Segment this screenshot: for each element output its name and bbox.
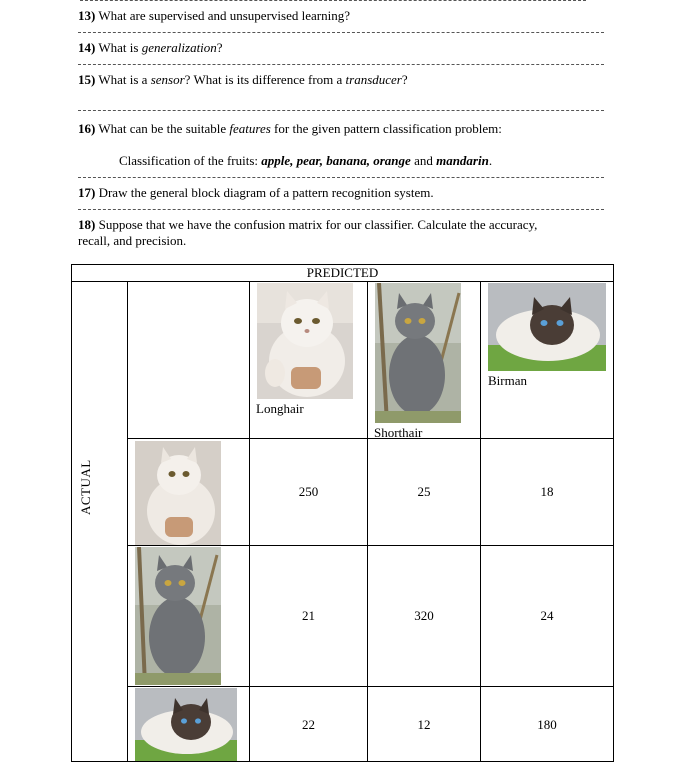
predicted-header: PREDICTED (306, 265, 379, 280)
table-line (127, 545, 613, 546)
matrix-cell: 12 (417, 717, 431, 732)
table-line (480, 281, 481, 761)
confusion-matrix-table (71, 264, 614, 762)
table-line (249, 281, 250, 761)
matrix-cell: 180 (537, 717, 557, 732)
question-17: 17) Draw the general block diagram of a pattern recognition system. (78, 185, 434, 200)
longhair-cat-image (257, 283, 353, 399)
matrix-cell: 250 (298, 484, 319, 499)
matrix-cell: 24 (540, 608, 554, 623)
matrix-cell: 320 (414, 608, 434, 623)
question-14: 14) What is generalization? (78, 40, 223, 55)
shorthair-label: Shorthair (374, 425, 423, 440)
question-18: 18) Suppose that we have the confusion matrix for our classifier. Calculate the accuracy, recall, and precision. (78, 217, 538, 248)
matrix-cell: 22 (302, 717, 315, 732)
divider (78, 32, 604, 33)
table-line (367, 281, 368, 761)
question-16: 16) What can be the suitable features for the given pattern classification problem: (78, 121, 502, 136)
actual-label: ACTUAL (78, 459, 93, 515)
question-13: 13) What are supervised and unsupervised learning? (78, 8, 350, 23)
shorthair-row-image (135, 547, 221, 685)
divider (80, 0, 586, 1)
longhair-row-image (135, 441, 221, 545)
matrix-cell: 18 (540, 484, 554, 499)
table-line (127, 438, 613, 439)
birman-cat-image (488, 283, 606, 371)
matrix-cell: 21 (302, 608, 315, 623)
matrix-cell: 25 (417, 484, 431, 499)
divider (78, 209, 604, 210)
shorthair-cat-image (375, 283, 461, 423)
table-line (127, 686, 613, 687)
longhair-label: Longhair (256, 401, 304, 416)
birman-row-image (135, 688, 237, 761)
divider (78, 110, 604, 111)
fruit-list: Classification of the fruits: apple, pear, banana, orange and mandarin. (119, 153, 493, 168)
divider (78, 177, 604, 178)
divider (78, 64, 604, 65)
table-line (127, 281, 128, 761)
question-15: 15) What is a sensor? What is its difference from a transducer? (78, 72, 408, 87)
birman-label: Birman (488, 373, 527, 388)
table-line (72, 281, 613, 282)
